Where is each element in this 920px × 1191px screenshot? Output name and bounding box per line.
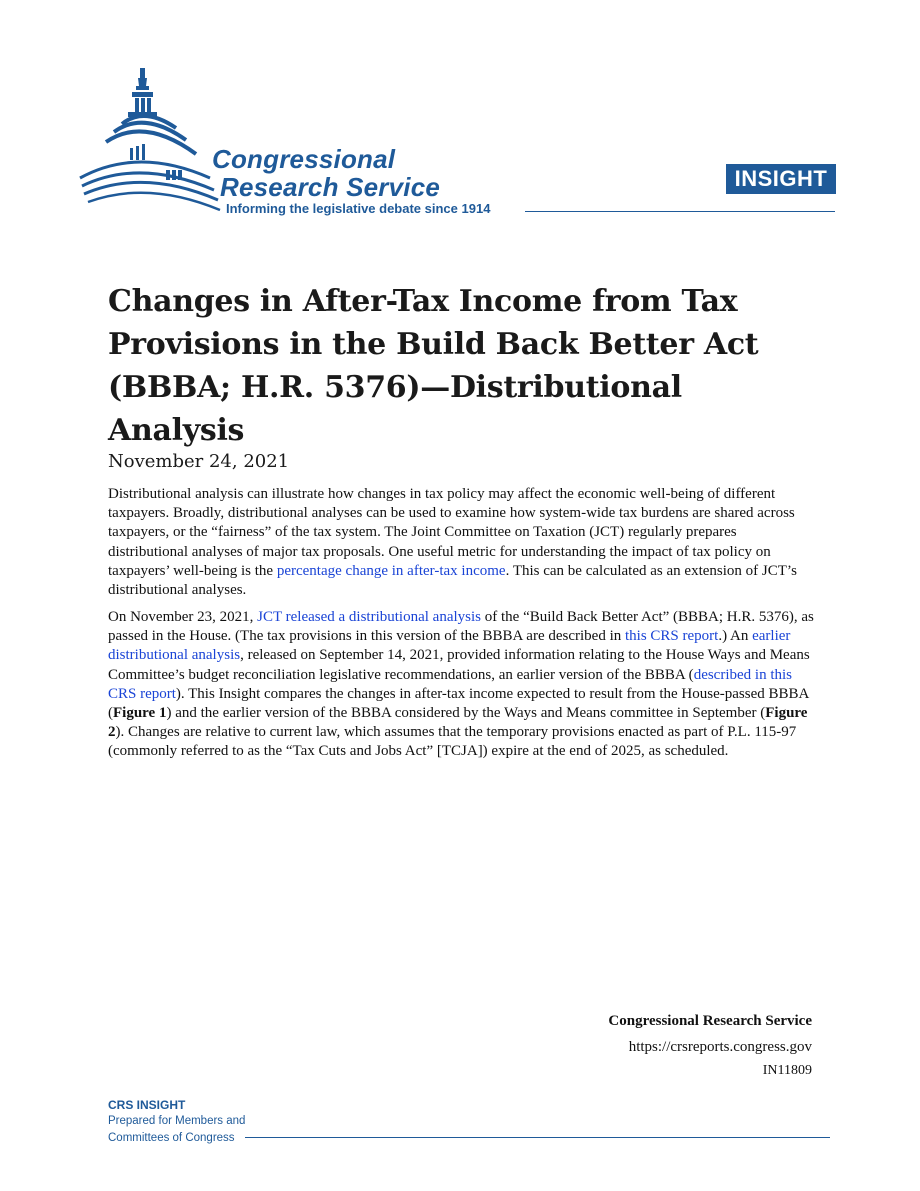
text-run: ). This Insight compares the changes in after-tax income expected to result from the House-passed BBBA ( [108, 685, 809, 722]
publication-date: November 24, 2021 [108, 451, 290, 472]
org-name-line2: Research Service [220, 172, 441, 202]
tagline: Informing the legislative debate since 1914 [226, 201, 491, 216]
text-run: ) and the earlier version of the BBBA considered by the Ways and Means committee in September ( [166, 705, 766, 722]
prepared-for-line2: Committees of Congress [108, 1132, 235, 1144]
prepared-for-line1: Prepared for Members and [108, 1115, 246, 1127]
link-earlier-analysis[interactable]: earlier distributional analysis [108, 628, 791, 664]
footer-org: Congressional Research Service [608, 1013, 812, 1029]
text-run: . This can be calculated as an extension of JCT’s distributional analyses. [108, 562, 797, 599]
footer-url[interactable]: https://crsreports.congress.gov [628, 1039, 812, 1055]
paragraph-1 [108, 485, 818, 600]
text-run: of the “Build Back Better Act” (BBBA; H.R. 5376), as passed in the House. (The tax provisions in this version of the BBBA are described in [108, 609, 814, 645]
text-run: , released on September 14, 2021, provided information relating to the House Ways and Means Committee’s budget reconciliation legislative recommendations, an earlier version of the BBBA ( [108, 647, 810, 683]
document-title: Changes in After-Tax Income from Tax Provisions in the Build Back Better Act (BBBA; H.R. 5376)—Distributional Analysis [108, 284, 759, 448]
crs-wordmark [212, 144, 440, 200]
paragraph-2 [108, 608, 818, 762]
series-label: CRS INSIGHT [108, 1098, 186, 1112]
link-described-crs-report[interactable]: described in this CRS report [108, 666, 793, 702]
link-this-crs-report[interactable]: this CRS report [625, 628, 719, 645]
insight-badge: INSIGHT [726, 164, 836, 194]
footer-divider [245, 1137, 830, 1138]
text-run: Distributional analysis can illustrate how changes in tax policy may affect the economic well-being of different taxpayers. Broadly, distributional analyses can be used to examine how system-wide tax burdens are shared across taxpayers, or the “fairness” of the tax system. The Joint Committee on Taxation (JCT) regularly prepares distributional analyses of major tax proposals. One useful metric for understanding the impact of tax policy on taxpayers’ well-being is the [108, 486, 795, 579]
crs-insight-footer [108, 1098, 245, 1147]
link-jct-analysis[interactable]: JCT released a distributional analysis [257, 609, 481, 625]
org-name-line1: Congressional [212, 144, 396, 174]
text-run: .) An [718, 628, 753, 645]
capitol-dome-logo-icon [78, 66, 223, 216]
link-percentage-change[interactable]: percentage change in after-tax income [276, 562, 506, 579]
text-run: On November 23, 2021, [108, 609, 258, 625]
report-id: IN11809 [762, 1063, 812, 1078]
figure-2-ref: Figure 2 [108, 705, 808, 741]
figure-1-ref: Figure 1 [113, 705, 167, 722]
header-divider [525, 211, 835, 212]
text-run: ). Changes are relative to current law, which assumes that the temporary provisions enacted as part of P.L. 115-97 (commonly referred to as the “Tax Cuts and Jobs Act” [TCJA]) expire at the end of 2025, as scheduled. [108, 724, 797, 760]
